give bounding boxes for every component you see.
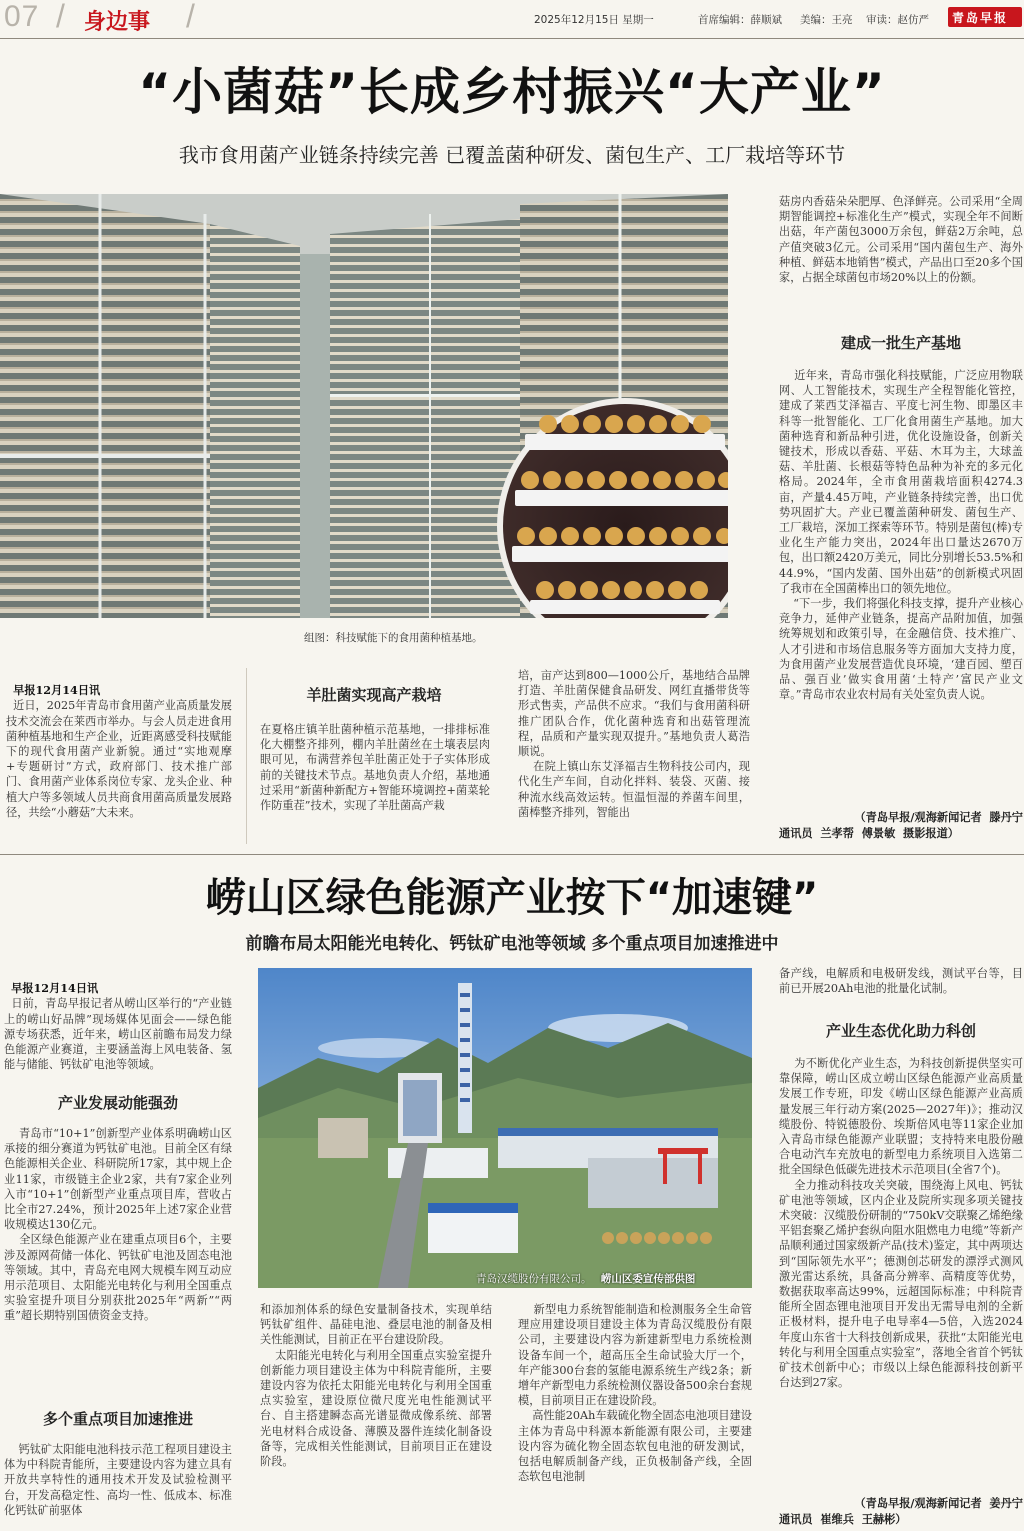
article1-column-2: 在夏格庄镇羊肚菌种植示范基地，一排排标准化大棚整齐排列，棚内羊肚菌丝在土壤表层肉眼可见，布满营养包羊肚菌正处于子实体形成前的关键技术节点。基地负责人介绍，基地通过采用“新菌种新配方+智能环境调控+菌菜轮作防重茬”技术，实现了羊肚菌高产栽 xyxy=(260,723,490,813)
newspaper-logo xyxy=(948,7,1022,27)
article1-subtitle: 我市食用菌产业链条持续完善 已覆盖菌种研发、菌包生产、工厂栽培等环节 xyxy=(178,143,846,167)
article2-column-1-bottom: 钙钛矿太阳能电池科技示范工程项目建设主体为中科院青能所，主要建设内容为建立具有开放共享特性的通用技术开发及试验检测平台，开发高稳定性、高均一性、低成本、标准化钙钛矿前驱体 xyxy=(4,1443,232,1517)
article1-lead-text: 近日，2025年青岛市食用菌产业高质量发展技术交流会在莱西市举办。与会人员走进食用菌种植基地和生产企业，近距离感受科技赋能下的现代食用菌产业新貌。通过“实地观摩+专题研讨”方式，政府部门、技术推广部门、食用菌产业体系岗位专家、龙头企业、种植大户等多领域人员共商食用菌高质量发展路径，共绘“小蘑菇”大未来。 xyxy=(6,699,232,819)
article1-subheading-2: 建成一批生产基地 xyxy=(840,334,961,352)
article2-subheading-1: 产业发展动能强劲 xyxy=(57,1094,178,1112)
article1-lead-label: 早报12月14日讯 xyxy=(13,683,101,698)
article2-lead-text: 日前，青岛早报记者从崂山区举行的“产业链上的崂山好品牌”现场媒体见面会——绿色能源专场获悉，近年来，崂山区前瞻布局发力绿色能源产业赛道，主要涵盖海上风电装备、氢能与储能、钙钛矿电池等领域。 xyxy=(4,997,232,1072)
article2-photo-caption-credit: 崂山区委宣传部供图 xyxy=(600,1273,696,1285)
article2-credit-line-1: （青岛早报/观海新闻记者 姜丹宁 xyxy=(854,1496,1023,1510)
section-slash: / xyxy=(186,0,195,34)
mushroom-farm-photo xyxy=(0,194,728,618)
logo-text: 青岛早报 xyxy=(952,11,1009,25)
article2-column-1-mid: 青岛市“10+1”创新型产业体系明确崂山区承接的细分赛道为钙钛矿电池。目前全区有绿色能源相关企业、科研院所17家，其中规上企业11家，市级链主企业2家，共有7家企业列入市“10+1”创新型产业重点项目库，营收占比全市27.24%，预计2025年上述7家企业营收规模达130亿元。 全区绿色能源产业在建重点项目6个，主要涉及源网荷储一体化、钙钛矿电池及固态电池等领域。其中，青岛充电网大规模车网互动应用示范项目、太阳能光电转化与利用全国重点实验室提升项目分别获批2025年“两新”“两重”超长期特别国债资金支持。 xyxy=(4,1127,232,1323)
article2-right-column-top: 备产线，电解质和电极研发线，测试平台等，目前已开展20Ah电池的批量化试制。 xyxy=(779,967,1023,996)
article2-photo-caption xyxy=(476,1271,695,1286)
industrial-park-illustration xyxy=(258,968,752,1288)
page-header xyxy=(0,0,1024,38)
page-number: 07 xyxy=(4,0,40,33)
article2-subheading-3: 产业生态优化助力科创 xyxy=(825,1022,976,1040)
article1-right-column-top: 菇房内香菇朵朵肥厚、色泽鲜亮。公司采用“全周期智能调控+标准化生产”模式，实现全年不间断出菇，年产菌包3000万余包，鲜菇2万余吨，总产值突破3亿元。公司采用“国内菌包生产、海外种植、鲜菇本地销售”模式，产品出口至20多个国家，占据全球菌包市场20%以上的份额。 xyxy=(779,195,1023,285)
article1-credit-line-1: （青岛早报/观海新闻记者 滕丹宁 xyxy=(854,810,1023,824)
article1-title: “小菌菇”长成乡村振兴“大产业” xyxy=(138,63,886,121)
article2-title: 崂山区绿色能源产业按下“加速键” xyxy=(205,875,819,921)
header-chief-editor: 首席编辑：薛顺斌 xyxy=(698,14,782,26)
header-rule xyxy=(0,38,1024,39)
article2-photo-caption-org: 青岛汉缆股份有限公司。 xyxy=(476,1273,592,1285)
article1-column-3: 培，亩产达到800—1000公斤，基地结合品牌打造、羊肚菌保健食品研发、网红直播带货等形式售卖，产品供不应求。“我们与食用菌科研推广团队合作，优化菌种选育和出菇管理流程，品质和产量实现双提升。”基地负责人葛浩顺说。 在院上镇山东艾泽福吉生物科技公司内，现代化生产车间，自动化拌料、装袋、灭菌、接种流水线高效运转。恒温恒湿的养菌车间里，菌棒整齐排列，智能出 xyxy=(518,669,750,819)
header-proofreader: 审读：赵仿严 xyxy=(866,14,929,26)
article2-column-2: 和添加剂体系的绿色安量制备技术，实现单结钙钛矿组件、晶硅电池、叠层电池的制备及相关性能测试，目前正在平台建设阶段。 太阳能光电转化与利用全国重点实验室提升创新能力项目建设主体为中科院青能所，主要建设内容为依托太阳能光电转化与利用全国重点实验室，建设原位微尺度光电性能测试平台、自主搭建瞬态高光谱显微成像系统、部署光电材料合成设备、薄膜及器件连续化制备设备等，完成相关性能测试，目前项目正在建设阶段。 xyxy=(260,1303,492,1469)
article2-column-3: 新型电力系统智能制造和检测服务全生命管理应用建设项目建设主体为青岛汉缆股份有限公司，主要建设内容为新建新型电力系统检测设备车间一个，超高压全生命试验大厅一个，年产能300台套的氢能电源系统生产线2条；新增年产新型电力系统检测仪器设备500余台套规模，目前项目正在建设阶段。 高性能20Ah车载硫化物全固态电池项目建设主体为青岛中科源本新能源有限公司，主要建设内容为硫化物全固态软包电池的研发测试，包括电解质制备产线，正负极制备产线，全固态软包电池制 xyxy=(518,1303,752,1484)
section-title: 身边事 xyxy=(84,10,151,35)
article2-lead-label: 早报12月14日讯 xyxy=(11,981,99,996)
article-separator xyxy=(0,854,1024,855)
article2-subheading-2: 多个重点项目加速推进 xyxy=(42,1410,193,1428)
header-art-editor: 美编：王亮 xyxy=(800,14,853,26)
article2-subtitle: 前瞻布局太阳能光电转化、钙钛矿电池等领域 多个重点项目加速推进中 xyxy=(245,934,779,954)
article2-right-column-main: 为不断优化产业生态，为科技创新提供坚实可靠保障，崂山区成立崂山区绿色能源产业高质量发展工作专班，印发《崂山区绿色能源产业高质量发展三年行动方案(2025—2027年)》；推动汉缆股份、特锐德股份、埃斯倍风电等11家企业加入青岛市绿色能源产业联盟；支持特来电股份融合电动汽车充放电的新型电力系统项目入选第二批全国绿色低碳先进技术示范项目(全省7个)。 全力推动科技攻关突破，围绕海上风电、钙钛矿电池等领域，区内企业及院所实现多项关键技术突破：汉缆股份研制的“750kV交联聚乙烯绝缘平铝套聚乙烯护套纵向阻水阻燃电力电缆”等新产品顺利通过国家级新产品(技术)鉴定，其中两项达到“国际领先水平”；德测创芯研发的漂浮式测风激光雷达系统，具备高分辨率、高精度等优势，数据获取率高达99%，远超国际标准；中科院青能所全固态锂电池项目开发出无需导电剂的全新正极材料，提升电子电导率4—5倍，入选2024年度山东省十大科技创新成果，获批“太阳能光电转化与利用全国重点实验室”，落地全省首个钙钛矿技术创新中心；市级以上绿色能源科技创新平台达到27家。 xyxy=(779,1057,1023,1390)
mushroom-racks-illustration xyxy=(0,194,728,618)
page-number-slash: / xyxy=(56,0,65,34)
article1-col-divider-1 xyxy=(246,668,247,844)
article1-credit-line-2: 通讯员 兰孝帮 傅景敏 摄影报道） xyxy=(779,826,959,840)
article1-subheading-1: 羊肚菌实现高产栽培 xyxy=(306,686,442,704)
article2-credit-line-2: 通讯员 崔维兵 王赫彬） xyxy=(779,1512,907,1526)
industrial-park-photo xyxy=(258,968,752,1288)
article1-photo-caption: 组图：科技赋能下的食用菌种植基地。 xyxy=(304,632,483,644)
article1-lead-paragraph xyxy=(6,668,232,846)
article2-lead-paragraph xyxy=(4,966,232,1076)
article1-right-column-main: 近年来，青岛市强化科技赋能，广泛应用物联网、人工智能技术，实现生产全程智能化管控，建成了莱西艾泽福吉、平度七河生物、即墨区丰科等一批智能化、工厂化食用菌生产基地。加大菌种选育和新品种引进，优化设施设备，创新关键技术，形成以香菇、平菇、木耳为主，大球盖菇、羊肚菌、长根菇等特色品种为补充的多元化格局。2024年，全市食用菌栽培面积4274.3亩，产量4.45万吨，产业链条持续完善，出口优势巩固扩大。产业已覆盖菌种研发、菌包生产、工厂栽培，深加工探索等环节。特别是菌包(棒)专业化生产能力突出，2024年出口量达2670万包，出口额2420万美元，同比分别增长53.5%和44.9%，“国内发菌、国外出菇”的创新模式巩固了我市在全国菌棒出口的领先地位。 “下一步，我们将强化科技支撑，提升产业核心竞争力，延伸产业链条，提高产品附加值，加强统筹规划和政策引导，在金融信贷、技术推广、人才引进和市场信息服务等方面加大支持力度，为食用菌产业发展营造优良环境，‘建百园、塑百品、强百业’做实食用菌‘土特产’富民产业文章。”青岛市农业农村局有关处室负责人说。 xyxy=(779,369,1023,702)
header-date: 2025年12月15日 星期一 xyxy=(534,14,654,26)
